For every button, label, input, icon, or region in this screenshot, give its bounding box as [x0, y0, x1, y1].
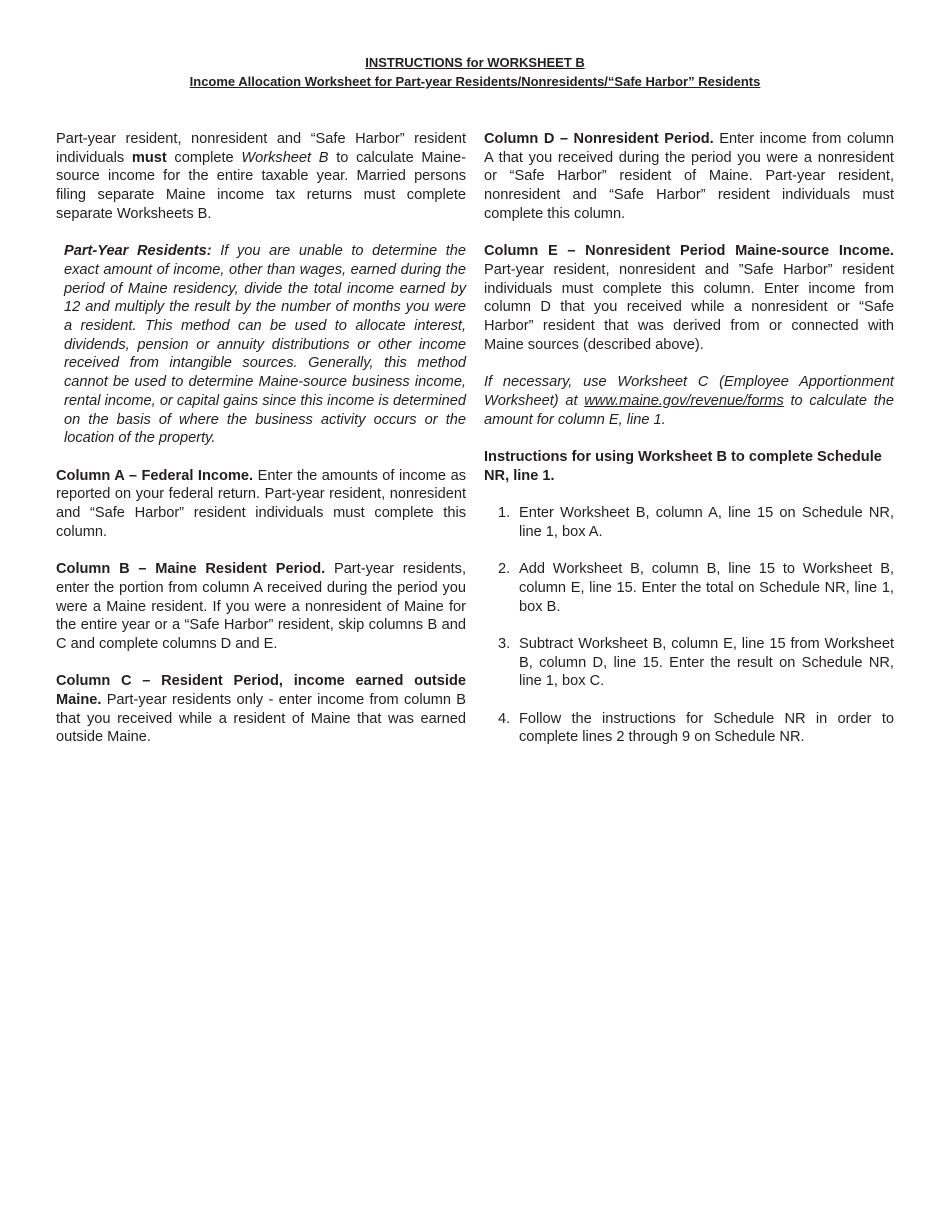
step-number: 1.	[498, 505, 511, 521]
column-a-heading: Column A – Federal Income.	[56, 467, 254, 484]
column-c-paragraph: Column C – Resident Period, income earned outside Maine. Part-year residents only - enter income from column B that you received while a resident of Maine that was earned outside Maine.	[56, 673, 466, 746]
step-number: 2.	[498, 561, 511, 578]
instruction-steps	[484, 504, 894, 747]
column-d-heading: Column D – Nonresident Period.	[484, 131, 714, 147]
step-number: 4.	[498, 710, 511, 727]
column-e-paragraph: Column E – Nonresident Period Maine-source Income. Part-year resident, nonresident and ”Safe Harbor” resident individuals must complete this column. Enter income from column D that you received while a nonresident or “Safe Harbor” resident that was derived from or connected with Maine sources (described above).	[484, 243, 894, 353]
intro-paragraph: Part-year resident, nonresident and “Safe Harbor” resident individuals must complete Worksheet B to calculate Maine-source income for the entire taxable year. Married persons filing separate Maine income tax returns must complete separate Worksheets B.	[56, 131, 467, 222]
instruction-step: 3. Subtract Worksheet B, column E, line 15 from Worksheet B, column D, line 15. Enter the result on Schedule NR, line 1, box C.	[498, 635, 894, 690]
instruction-step: 1. Enter Worksheet B, column A, line 15 on Schedule NR, line 1, box A.	[498, 505, 894, 540]
page-subtitle: Income Allocation Worksheet for Part-year Residents/Nonresidents/“Safe Harbor” Residents	[189, 74, 761, 89]
worksheet-c-note: If necessary, use Worksheet C (Employee Apportionment Worksheet) at www.maine.gov/revenue/forms to calculate the amount for column E, line 1.	[484, 374, 894, 428]
column-d-paragraph: Column D – Nonresident Period. Enter income from column A that you received during the period you were a nonresident or “Safe Harbor” resident of Maine. Part-year resident, nonresident and “Safe Harbor” resident individuals must complete this column.	[484, 131, 894, 222]
instruction-step: 2. Add Worksheet B, column B, line 15 to Worksheet B, column E, line 15. Enter the total on Schedule NR, line 1, box B.	[498, 561, 894, 615]
revenue-forms-link[interactable]: www.maine.gov/revenue/forms	[584, 392, 784, 409]
page-title: INSTRUCTIONS for WORKSHEET B	[365, 55, 585, 70]
instructions-heading: Instructions for using Worksheet B to complete Schedule NR, line 1.	[484, 448, 882, 484]
instruction-step: 4. Follow the instructions for Schedule NR in order to complete lines 2 through 9 on Schedule NR.	[498, 710, 894, 746]
column-e-heading: Column E – Nonresident Period Maine-source Income.	[484, 243, 894, 260]
column-a-paragraph: Column A – Federal Income. Enter the amounts of income as reported on your federal return. Part-year resident, nonresident and “Safe Harbor” resident individuals must complete this column.	[56, 467, 466, 540]
step-number: 3.	[498, 635, 511, 652]
page-header	[0, 53, 950, 91]
column-b-heading: Column B – Maine Resident Period.	[56, 561, 326, 578]
column-c-heading: Column C – Resident Period, income earned outside Maine.	[56, 673, 466, 709]
part-year-residents-note: Part-Year Residents: If you are unable to determine the exact amount of income, other than wages, earned during the period of Maine residency, divide the total income earned by 12 and multiply the result by the number of months you were a resident. This method can be used to allocate interest, dividends, pension or annuity distributions or other income received from intangible sources. Generally, this method cannot be used to determine Maine-source business income, rental income, or capital gains since this income is determined on the basis of where the business activity occurs or the location of the property.	[64, 243, 466, 447]
right-column	[484, 130, 894, 766]
column-b-paragraph: Column B – Maine Resident Period. Part-year residents, enter the portion from column A received during the period you were a Maine resident. If you were a nonresident of Maine for the entire year or a “Safe Harbor” resident, skip columns B and C and complete columns D and E.	[56, 561, 466, 652]
part-year-heading: Part-Year Residents:	[64, 243, 212, 260]
left-column	[56, 130, 466, 766]
